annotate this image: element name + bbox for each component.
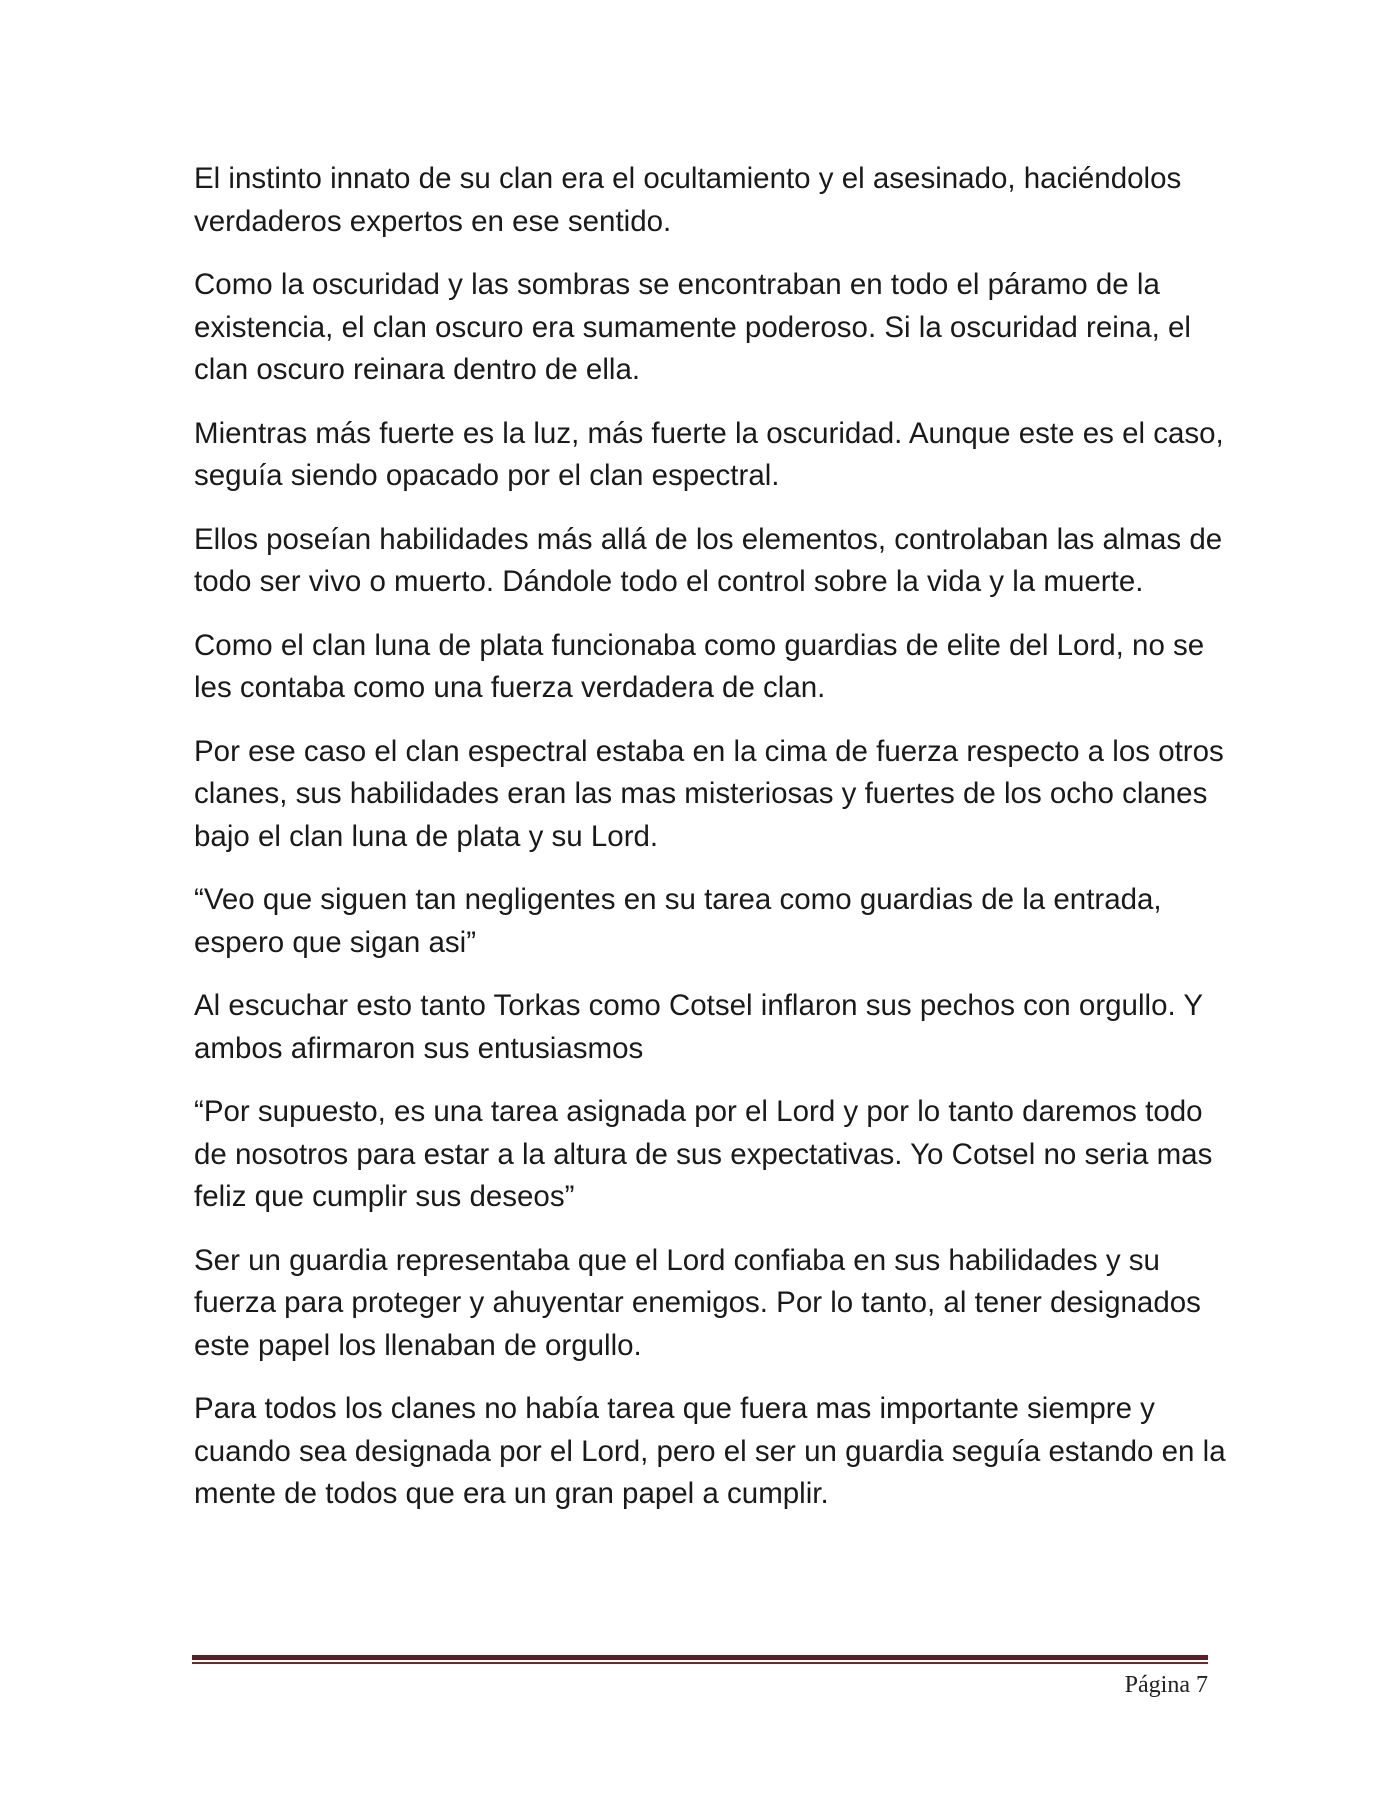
paragraph: Para todos los clanes no había tarea que fuera mas importante siempre y cuando sea designada por el Lord, pero el ser un guardia seguía estando en la mente de todos que era un gran papel a cumplir. — [194, 1392, 1226, 1510]
paragraph: Como el clan luna de plata funcionaba como guardias de elite del Lord, no se les contaba como una fuerza verdadera de clan. — [194, 628, 1205, 704]
footer-divider-thin — [192, 1662, 1208, 1664]
footer-divider-thick — [192, 1655, 1208, 1660]
footer-divider — [192, 1655, 1208, 1664]
paragraph-quote: “Veo que siguen tan negligentes en su tarea como guardias de la entrada, espero que sigan asi” — [194, 883, 1162, 959]
paragraph: Por ese caso el clan espectral estaba en la cima de fuerza respecto a los otros clanes, sus habilidades eran las mas misteriosas y fuertes de los ocho clanes bajo el clan luna de plata y su Lord. — [194, 734, 1224, 853]
paragraph: Como la oscuridad y las sombras se encontraban en todo el páramo de la existencia, el clan oscuro era sumamente poderoso. Si la oscuridad reina, el clan oscuro reinara dentro de ella. — [194, 268, 1191, 386]
paragraph: Ser un guardia representaba que el Lord confiaba en sus habilidades y su fuerza para proteger y ahuyentar enemigos. Por lo tanto, al tener designados este papel los llenaban de orgullo. — [194, 1243, 1201, 1362]
paragraph: El instinto innato de su clan era el ocultamiento y el asesinado, haciéndolos verdaderos expertos en ese sentido. — [194, 162, 1182, 238]
paragraph: Mientras más fuerte es la luz, más fuerte la oscuridad. Aunque este es el caso, seguía siendo opacado por el clan espectral. — [194, 416, 1224, 492]
paragraph: Al escuchar esto tanto Torkas como Cotsel inflaron sus pechos con orgullo. Y ambos afirmaron sus entusiasmos — [194, 989, 1203, 1065]
body-text — [194, 158, 1234, 1537]
paragraph: Ellos poseían habilidades más allá de los elementos, controlaban las almas de todo ser vivo o muerto. Dándole todo el control sobre la vida y la muerte. — [194, 522, 1223, 598]
paragraph-quote: “Por supuesto, es una tarea asignada por el Lord y por lo tanto daremos todo de nosotros para estar a la altura de sus expectativas. Yo Cotsel no seria mas feliz que cumplir sus deseos” — [194, 1095, 1213, 1213]
page-number: Página 7 — [1124, 1672, 1208, 1698]
